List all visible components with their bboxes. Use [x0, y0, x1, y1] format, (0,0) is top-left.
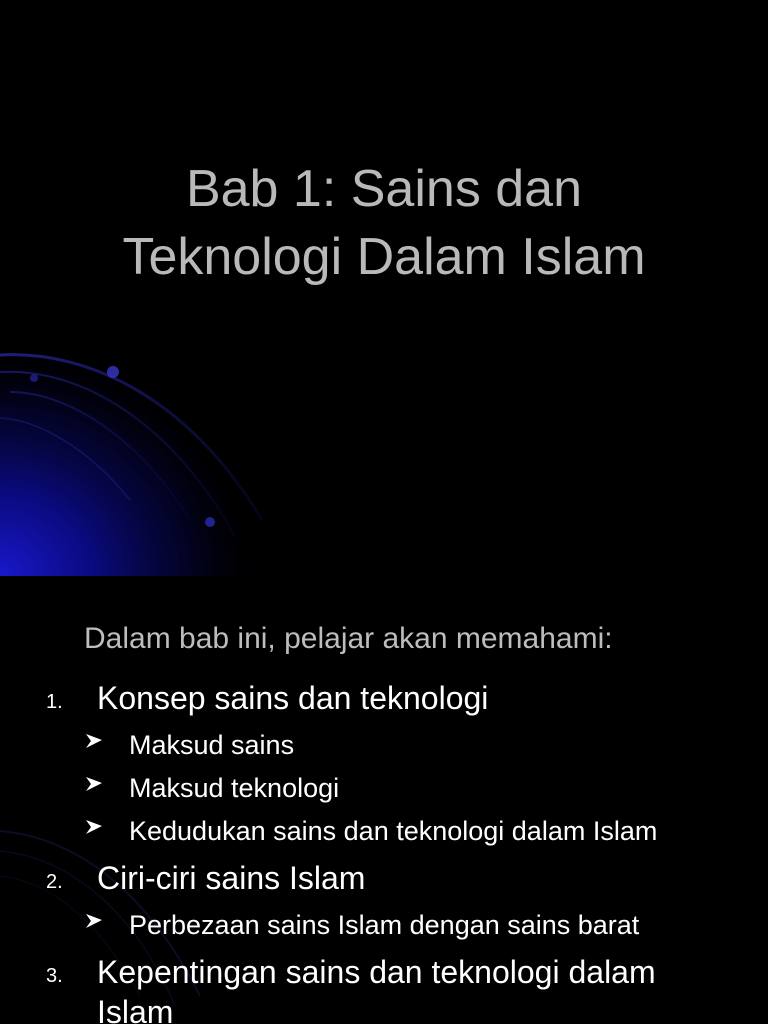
agenda-slide	[0, 576, 768, 1024]
topic-number: 1.	[46, 691, 63, 713]
arrowhead-bullet-icon	[85, 913, 103, 929]
arrowhead-bullet-icon	[85, 819, 103, 835]
agenda-subtopic	[0, 771, 768, 805]
agenda-intro: Dalam bab ini, pelajar akan memahami:	[84, 622, 613, 655]
slide-title-line-2: Teknologi Dalam Islam	[122, 228, 646, 286]
topic-number: 2.	[46, 871, 63, 893]
topic-label: Ciri-ciri sains Islam	[97, 860, 366, 896]
agenda-topic-2	[0, 858, 768, 902]
agenda-topic-3	[0, 952, 768, 1024]
subtopic-label: Maksud teknologi	[129, 773, 340, 803]
subtopic-label: Maksud sains	[129, 730, 295, 760]
subtopic-label: Kedudukan sains dan teknologi dalam Islam	[129, 816, 658, 846]
topic-label: Konsep sains dan teknologi	[97, 680, 489, 716]
slide-title-line-1: Bab 1: Sains dan	[185, 160, 583, 218]
topic-label-line-2: Islam	[97, 994, 174, 1024]
arrowhead-bullet-icon	[85, 733, 103, 749]
arrowhead-bullet-icon	[85, 776, 103, 792]
topic-label-line-1: Kepentingan sains dan teknologi dalam	[97, 954, 656, 990]
agenda-subtopic	[0, 814, 768, 848]
agenda-topic-1	[0, 678, 768, 722]
subtopic-label: Perbezaan sains Islam dengan sains barat	[129, 910, 640, 940]
agenda-subtopic	[0, 728, 768, 762]
topic-number: 3.	[46, 965, 63, 987]
agenda-subtopic	[0, 908, 768, 942]
